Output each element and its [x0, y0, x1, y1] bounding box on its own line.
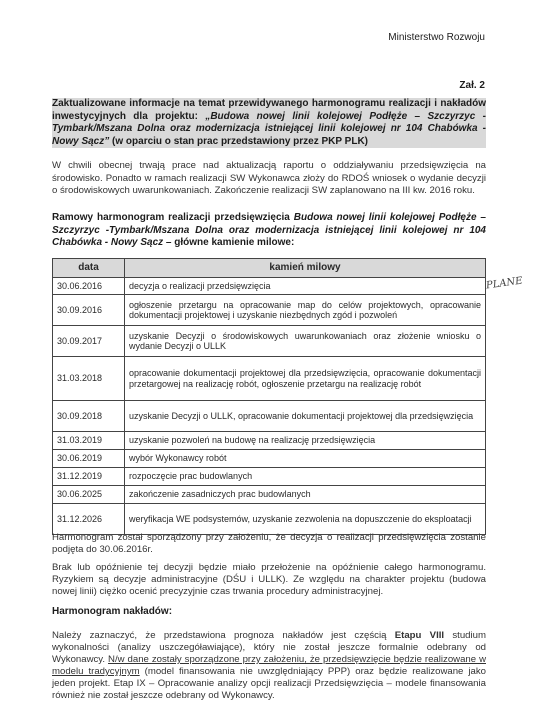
stage-label: Etapu VIII — [394, 630, 445, 641]
row-date: 30.09.2017 — [53, 326, 125, 357]
heading-part1: Zaktualizowane informacje na temat przewidywanego harmonogramu realizacji i nakładów inwestycyjnych dla projektu: — [52, 98, 486, 122]
table-row — [53, 504, 486, 535]
underlined-assumption: N/w dane zostały sporządzone przy założeniu, że przedsięwzięcie będzie realizowane w modelu tradycyjnym — [52, 654, 486, 677]
row-milestone: weryfikacja WE podsystemów, uzyskanie zezwolenia na dopuszczenie do eksploatacji — [125, 504, 486, 535]
column-header-milestone: kamień milowy — [125, 259, 486, 278]
attachment-label: Zał. 2 — [459, 80, 485, 91]
row-milestone: uzyskanie Decyzji o ULLK, opracowanie dokumentacji projektowej dla przedsięwzięcia — [125, 401, 486, 432]
risk-paragraph: Brak lub opóźnienie tej decyzji będzie miało przełożenie na opóźnienie całego harmonogramu. Ryzykiem są decyzje administracyjne (DŚU i ULLK). Ze względu na charakter projektu (budowa nowej linii) ciężko ocenić precyzyjnie czas trwania procedury administracyjnej. — [52, 562, 486, 597]
row-date: 31.12.2026 — [53, 504, 125, 535]
expenditure-part3: (model finansowania nie uwzględniający PPP) oraz będzie realizowane jako jeden projekt. Etap IX – Opracowanie analizy opcji realizacji Przedsięwzięcia – modele finansowania również nie został jeszcze odebrany od Wykonawcy. — [52, 666, 486, 701]
row-date: 31.12.2019 — [53, 468, 125, 486]
heading-part2: (w oparciu o stan prac przedstawiony przez PKP PLK) — [109, 135, 369, 147]
table-row — [53, 450, 486, 468]
table-row — [53, 295, 486, 326]
table-row — [53, 357, 486, 401]
row-date: 30.06.2019 — [53, 450, 125, 468]
table-row — [53, 432, 486, 450]
table-row — [53, 326, 486, 357]
ministry-header: Ministerstwo Rozwoju — [388, 32, 485, 43]
column-header-date: data — [53, 259, 125, 278]
document-heading — [52, 98, 486, 148]
table-header-row — [53, 259, 486, 278]
row-milestone: zakończenie zasadniczych prac budowlanych — [125, 486, 486, 504]
expenditure-part2: studium wykonalności (analizy uszczegóławiające), który nie został jeszcze formalnie odebrany od Wykonawcy. — [52, 630, 486, 665]
schedule-heading-part1: Ramowy harmonogram realizacji przedsięwzięcia — [52, 212, 294, 223]
expenditure-paragraph — [52, 630, 486, 702]
table-row — [53, 468, 486, 486]
table-row — [53, 486, 486, 504]
schedule-heading — [52, 212, 486, 250]
schedule-heading-part2: – główne kamienie milowe: — [163, 237, 295, 248]
expenditure-schedule-title: Harmonogram nakładów: — [52, 606, 173, 617]
row-milestone: ogłoszenie przetargu na opracowanie map do celów projektowych, opracowanie dokumentacji projektowej i uzyskanie niezbędnych zgód i pozwoleń — [125, 295, 486, 326]
row-milestone: uzyskanie Decyzji o środowiskowych uwarunkowaniach oraz złożenie wniosku o wydanie Decyzji o ULLK — [125, 326, 486, 357]
row-date: 30.09.2018 — [53, 401, 125, 432]
row-milestone: uzyskanie pozwoleń na budowę na realizację przedsięwzięcia — [125, 432, 486, 450]
row-milestone: opracowanie dokumentacji projektowej dla przedsięwzięcia, opracowanie dokumentacji przetargowej na realizację robót, ogłoszenie przetargu na realizację robót — [125, 357, 486, 401]
row-date: 31.03.2019 — [53, 432, 125, 450]
row-milestone: wybór Wykonawcy robót — [125, 450, 486, 468]
schedule-assumption: Harmonogram został sporządzony przy założeniu, że decyzja o realizacji przedsięwzięcia zostanie podjęta do 30.06.2016r. — [52, 532, 486, 555]
milestones-table — [52, 258, 486, 535]
handwritten-note: PLANE — [485, 275, 524, 292]
schedule-heading-project: Budowa nowej linii kolejowej Podłęże – Szczyrzyc -Tymbark/Mszana Dolna oraz modernizacja istniejącej linii kolejowej nr 104 Chabówka - Nowy Sącz — [52, 212, 486, 248]
heading-project: „Budowa nowej linii kolejowej Podłęże – Szczyrzyc - Tymbark/Mszana Dolna oraz modernizacja istniejącej linii kolejowej nr 104 Chabówka - Nowy Sącz” — [52, 110, 486, 147]
intro-paragraph: W chwili obecnej trwają prace nad aktualizacją raportu o oddziaływaniu przedsięwzięcia na środowisko. Ponadto w ramach realizacji SW Wykonawca złoży do RDOŚ wniosek o wydanie decyzji o środowiskowych uwarunkowaniach. Zakończenie realizacji SW zaplanowano na III kw. 2016 roku. — [52, 160, 486, 196]
row-date: 30.06.2025 — [53, 486, 125, 504]
table-row — [53, 401, 486, 432]
row-date: 31.03.2018 — [53, 357, 125, 401]
row-date: 30.09.2016 — [53, 295, 125, 326]
row-date: 30.06.2016 — [53, 278, 125, 295]
expenditure-part1: Należy zaznaczyć, że przedstawiona prognoza nakładów jest częścią — [52, 630, 395, 641]
row-milestone: decyzja o realizacji przedsięwzięcia — [125, 278, 486, 295]
row-milestone: rozpoczęcie prac budowlanych — [125, 468, 486, 486]
table-row — [53, 278, 486, 295]
